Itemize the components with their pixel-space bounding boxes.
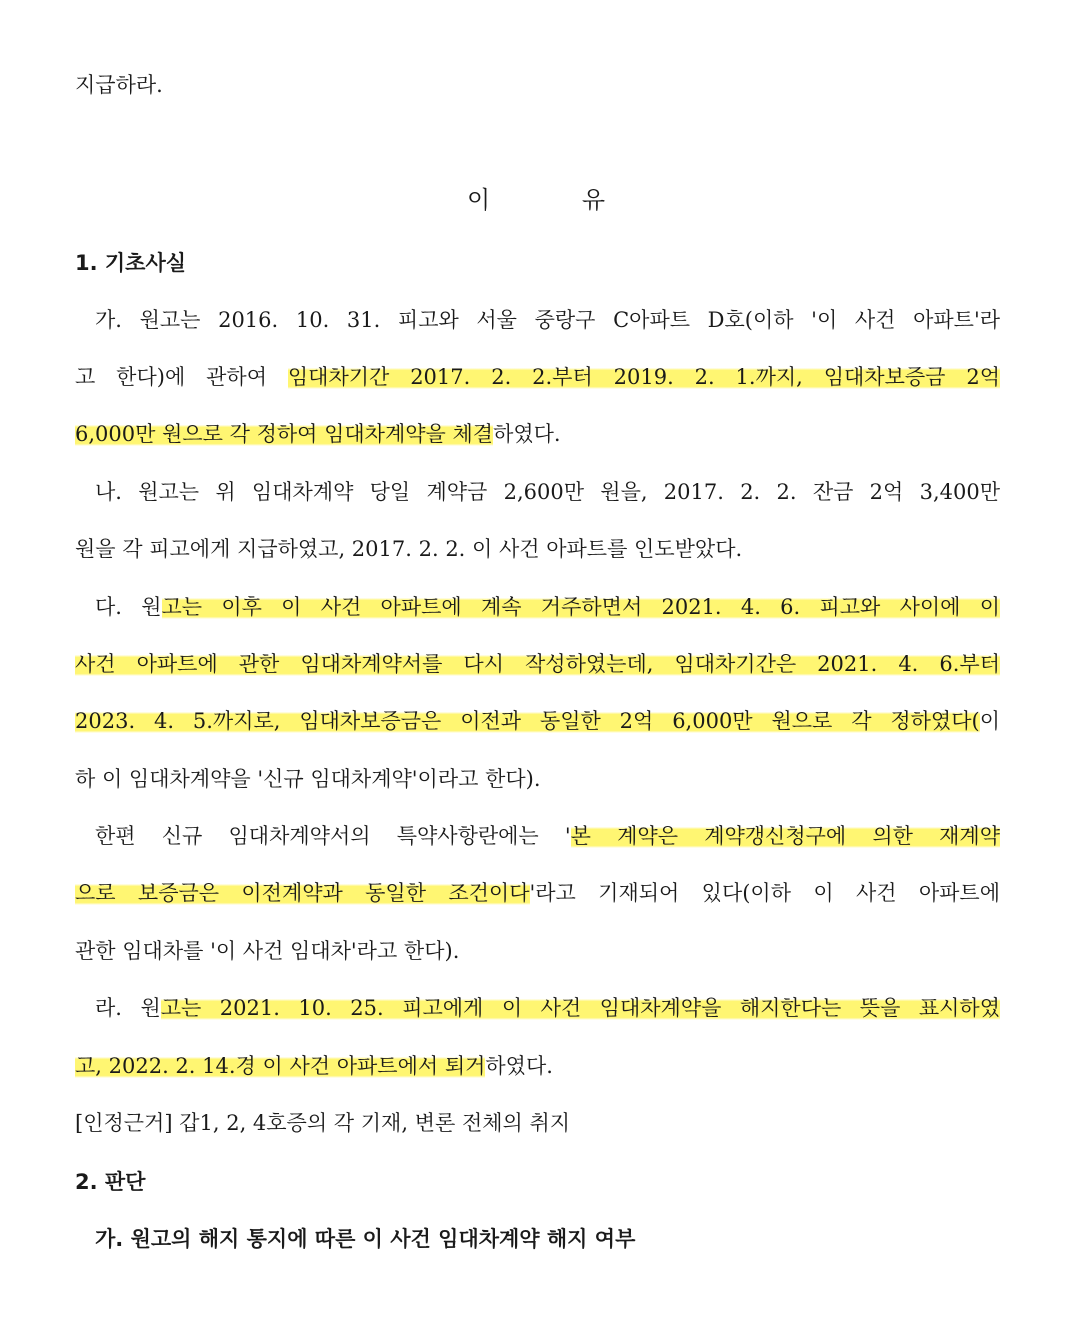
para-ga-line-1: 가. 원고는 2016. 10. 31. 피고와 서울 중랑구 C아파트 D호(이하 '이 사건 아파트'라 — [95, 308, 1000, 332]
para-na-line-2: 원을 각 피고에게 지급하였고, 2017. 2. 2. 이 사건 아파트를 인도받았다. — [75, 537, 743, 561]
para-ra-line-2 — [75, 1051, 1000, 1081]
para-hanpyeon-line-2 — [75, 878, 1000, 908]
highlight-termination-1: 고는 2021. 10. 25. 피고에게 이 사건 임대차계약을 해지한다는 뜻을 표시하였 — [160, 996, 1000, 1020]
para-da-line-3 — [75, 706, 1000, 736]
highlight-new-contract-2: 사건 아파트에 관한 임대차계약서를 다시 작성하였는데, 임대차기간은 2021. 4. 6.부터 — [75, 652, 1000, 676]
highlight-termination-2: 고, 2022. 2. 14.경 이 사건 아파트에서 퇴거 — [75, 1054, 486, 1078]
reasons-title — [0, 183, 1074, 217]
para-na-line-1: 나. 원고는 위 임대차계약 당일 계약금 2,600만 원을, 2017. 2. 2. 잔금 2억 3,400만 — [95, 480, 1000, 504]
para-da-line-4: 하 이 임대차계약을 '신규 임대차계약'이라고 한다). — [75, 767, 541, 791]
para-ra-line-1 — [75, 993, 1000, 1023]
title-char-2: 유 — [581, 186, 607, 214]
para-hanpyeon-line-2-tail: '라고 기재되어 있다(이하 이 사건 아파트에 — [529, 881, 1000, 905]
section-2-subheading: 가. 원고의 해지 통지에 따른 이 사건 임대차계약 해지 여부 — [95, 1227, 636, 1251]
para-da-line-1 — [75, 592, 1000, 622]
para-ga-line-3-tail: 하였다. — [493, 422, 561, 446]
para-ra-line-1-head: 라. 원 — [95, 996, 161, 1020]
highlight-new-contract-3: 2023. 4. 5.까지로, 임대차보증금은 이전과 동일한 2억 6,000만 원으로 각 정하였다( — [75, 709, 980, 733]
para-da-line-3-tail: 이 — [979, 709, 1000, 733]
highlight-lease-term: 임대차기간 2017. 2. 2.부터 2019. 2. 1.까지, 임대차보증금 2억 — [287, 365, 1000, 389]
para-ga-line-2 — [75, 362, 1000, 392]
highlight-new-contract-1: 고는 이후 이 사건 아파트에 계속 거주하면서 2021. 4. 6. 피고와 사이에 이 — [161, 595, 1000, 619]
highlight-special-clause-1: 본 계약은 계약갱신청구에 의한 재계약 — [570, 824, 1000, 848]
para-hanpyeon-line-1 — [75, 821, 1000, 851]
para-hanpyeon-line-3: 관한 임대차를 '이 사건 임대차'라고 한다). — [75, 939, 460, 963]
para-da-line-2 — [75, 649, 1000, 679]
highlight-deposit-contract: 6,000만 원으로 각 정하여 임대차계약을 체결 — [75, 422, 494, 446]
para-ra-line-2-tail: 하였다. — [485, 1054, 553, 1078]
evidence-line: [인정근거] 갑1, 2, 4호증의 각 기재, 변론 전체의 취지 — [75, 1111, 571, 1135]
title-char-1: 이 — [466, 186, 493, 214]
para-ga-line-2-text: 고 한다)에 관하여 — [75, 365, 288, 389]
para-da-line-1-head: 다. 원 — [95, 595, 162, 619]
highlight-special-clause-2: 으로 보증금은 이전계약과 동일한 조건이다 — [75, 881, 530, 905]
section-1-heading: 1. 기초사실 — [75, 251, 187, 275]
para-hanpyeon-line-1-head: 한편 신규 임대차계약서의 특약사항란에는 ' — [95, 824, 571, 848]
previous-section-tail: 지급하라. — [75, 73, 163, 97]
section-2-heading: 2. 판단 — [75, 1170, 146, 1194]
para-ga-line-3 — [75, 419, 1000, 449]
